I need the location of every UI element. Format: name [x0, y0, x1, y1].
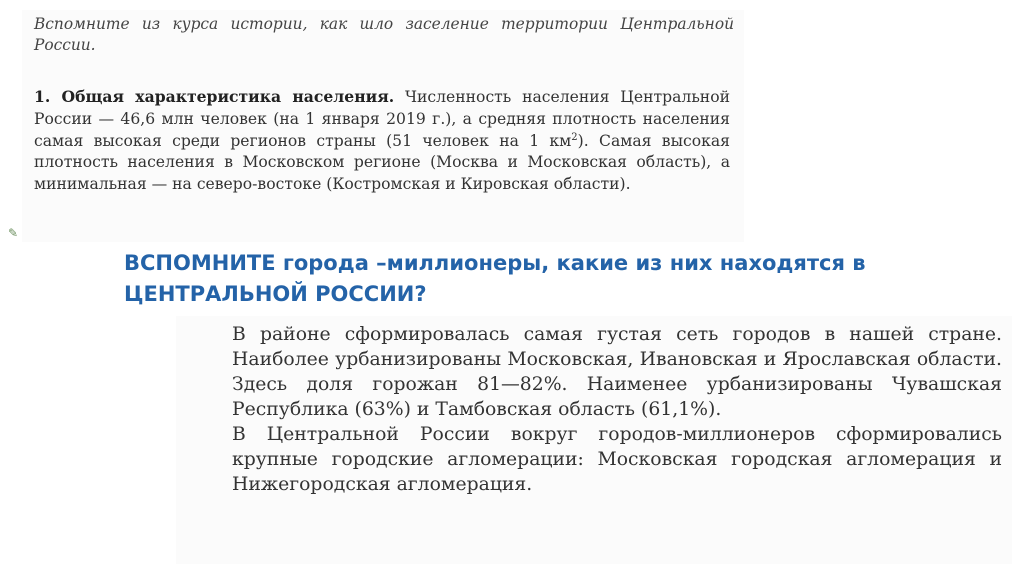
margin-icon: ✎	[8, 227, 19, 239]
population-paragraph	[34, 86, 730, 196]
section-heading: 1. Общая характеристика населения.	[34, 87, 395, 106]
superscript-two: 2	[571, 131, 578, 143]
history-prompt: Вспомните из курса истории, как шло заселение территории Центральной России.	[34, 15, 734, 54]
population-text-start: Численность населения Центральной России — 46,6 млн человек (на 1 января 2019 г.), а средняя плотность населения самая высокая среди регионов страны (51 человек на 1 км	[34, 88, 730, 150]
agglomeration-paragraph: В Центральной России вокруг городов-миллионеров сформировались крупные городские агломерации: Московская городская агломерация и Нижегородская агломерация.	[232, 424, 1002, 495]
urbanization-paragraph: В районе сформировалась самая густая сеть городов в нашей стране. Наиболее урбанизированы Московская, Ивановская и Ярославская области. Здесь доля горожан 81—82%. Наименее урбанизированы Чувашская Республика (63%) и Тамбовская область (61,1%).	[232, 324, 1002, 420]
urbanization-text	[232, 322, 1002, 497]
population-text-end: ). Самая высокая плотность населения в Московском регионе (Москва и Московская область), а минимальная — на северо-востоке (Костромская и Кировская области).	[34, 131, 730, 194]
question-callout: ВСПОМНИТЕ города –миллионеры, какие из них находятся в ЦЕНТРАЛЬНОЙ РОССИИ?	[124, 251, 866, 306]
